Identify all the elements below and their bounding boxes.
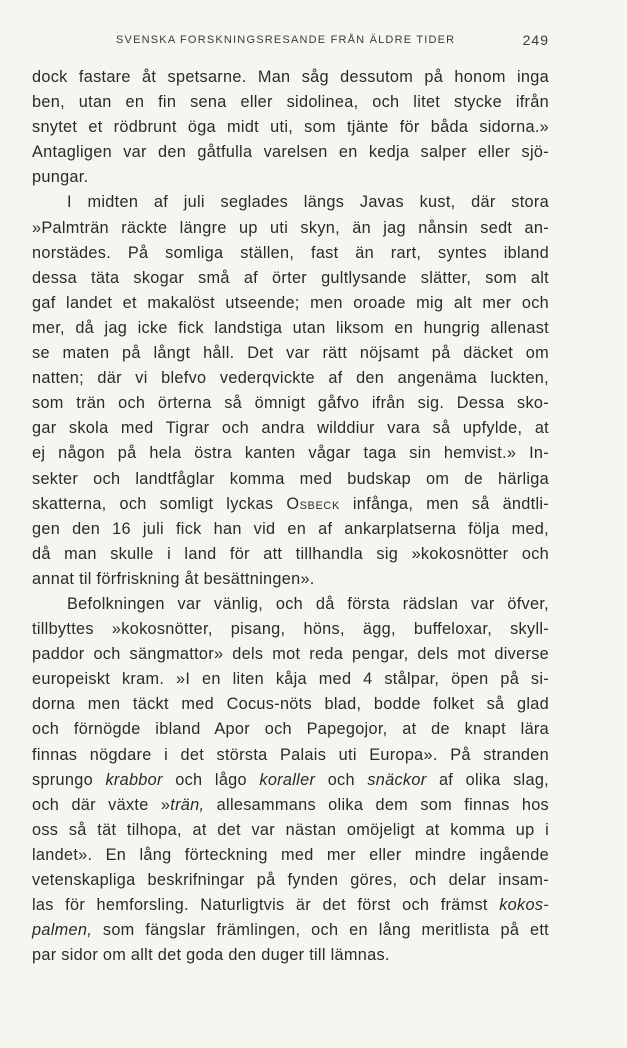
text-line: europeiskt kram. »I en liten kåja med 4 stålpar, öpen på si-	[32, 670, 549, 689]
text-line: norstädes. På somliga ställen, fast än rart, syntes ibland	[32, 243, 549, 262]
text-fragment: allesammans olika dem som finnas hos	[216, 795, 550, 814]
text-fragment: som fängslar främlingen, och en lång meritlista på ett	[102, 921, 550, 940]
text-line: oss så tät tilhopa, at det var nästan omöjeligt at komma up i	[32, 820, 549, 839]
text-line: par sidor om allt det goda den duger till lämnas.	[32, 946, 390, 965]
text-fragment: skatterna, och somligt lyckas	[32, 494, 274, 513]
text-line: sekter och landtfåglar komma med budskap om de härliga	[32, 469, 549, 488]
text-line: finnas nögdare i det största Palais uti Europa». På stranden	[32, 745, 549, 764]
text-line: paddor och sängmattor» dels mot reda pengar, dels mot diverse	[32, 645, 549, 664]
text-line: se maten på långt håll. Det var rätt nöjsamt på däcket om	[32, 344, 549, 363]
italic-term: kokos-	[499, 896, 549, 915]
body-text	[32, 65, 549, 968]
text-fragment: och	[327, 770, 355, 789]
text-fragment: sprungo	[32, 770, 93, 789]
text-line: gar skola med Tigrar och andra wilddiur vara så upfylde, at	[32, 419, 549, 438]
text-line: pungar.	[32, 168, 89, 187]
text-line: då man skulle i land för att tillhandla sig »kokosnötter och	[32, 544, 549, 563]
text-line	[32, 793, 549, 818]
text-line	[32, 768, 549, 793]
text-line: annat til förfriskning åt besättningen».	[32, 569, 315, 588]
text-line: ben, utan en fin sena eller sidolinea, och litet stycke ifrån	[32, 93, 549, 112]
text-fragment: af olika slag,	[438, 770, 549, 789]
text-fragment: infånga, men så ändtli-	[352, 494, 550, 513]
italic-term: trän,	[170, 795, 205, 814]
text-line: och förnögde ibland Apor och Papegojor, at de knapt lära	[32, 720, 549, 739]
italic-term: snäckor	[367, 770, 427, 789]
text-line: natten; där vi blefvo vederqvickte af den angenäma luckten,	[32, 369, 549, 388]
text-fragment: och där växte »	[32, 795, 171, 814]
text-line: mer, då jag icke fick landstiga utan liksom en hungrig allenast	[32, 318, 549, 337]
text-line	[32, 918, 549, 943]
text-line	[32, 492, 549, 517]
italic-term: koraller	[259, 770, 316, 789]
text-line	[32, 893, 549, 918]
text-line: ej någon på hela östra kanten vågar taga sin hemvist.» In-	[32, 444, 549, 463]
text-line: gen den 16 juli fick han vid en af ankarplatserna följa med,	[32, 519, 549, 538]
text-line: som trän och örterna så ömnigt gåfvo ifrån sig. Dessa sko-	[32, 394, 549, 413]
text-line: tillbyttes »kokosnötter, pisang, höns, ägg, buffeloxar, skyll-	[32, 620, 549, 639]
text-line: Befolkningen var vänlig, och då första rädslan var öfver,	[67, 594, 549, 613]
text-line: I midten af juli seglades längs Javas kust, där stora	[67, 193, 549, 212]
text-fragment: las för hemforsling. Naturligtvis är det först och främst	[32, 896, 488, 915]
page-header	[32, 34, 549, 50]
text-line: dessa täta skogar små af örter gultlysande slätter, som alt	[32, 268, 549, 287]
text-line: dock fastare åt spetsarne. Man såg dessutom på honom inga	[32, 68, 549, 86]
page-number: 249	[522, 32, 549, 48]
italic-term: palmen,	[32, 921, 93, 940]
person-name: Osbeck	[286, 494, 340, 513]
text-line: gaf landet et makalöst utseende; men oroade mig alt mer och	[32, 293, 549, 312]
text-fragment: och lågo	[175, 770, 247, 789]
text-line: landet». En lång förteckning med mer eller mindre ingående	[32, 845, 549, 864]
text-line: »Palmträn räckte längre up uti skyn, än jag nånsin sedt an-	[32, 218, 549, 237]
running-title: SVENSKA FORSKNINGSRESANDE FRÅN ÄLDRE TIDER	[116, 34, 456, 46]
text-line: dorna men täckt med Cocus-nöts blad, bodde folket så glad	[32, 695, 549, 714]
text-line: Antagligen var den gåtfulla varelsen en kedja salper eller sjö-	[32, 143, 549, 162]
text-line: vetenskapliga beskrifningar på fynden göres, och delar insam-	[32, 871, 549, 889]
text-line: snytet et rödbrunt öga midt uti, som tjänte för båda sidorna.»	[32, 118, 549, 137]
italic-term: krabbor	[105, 770, 163, 789]
